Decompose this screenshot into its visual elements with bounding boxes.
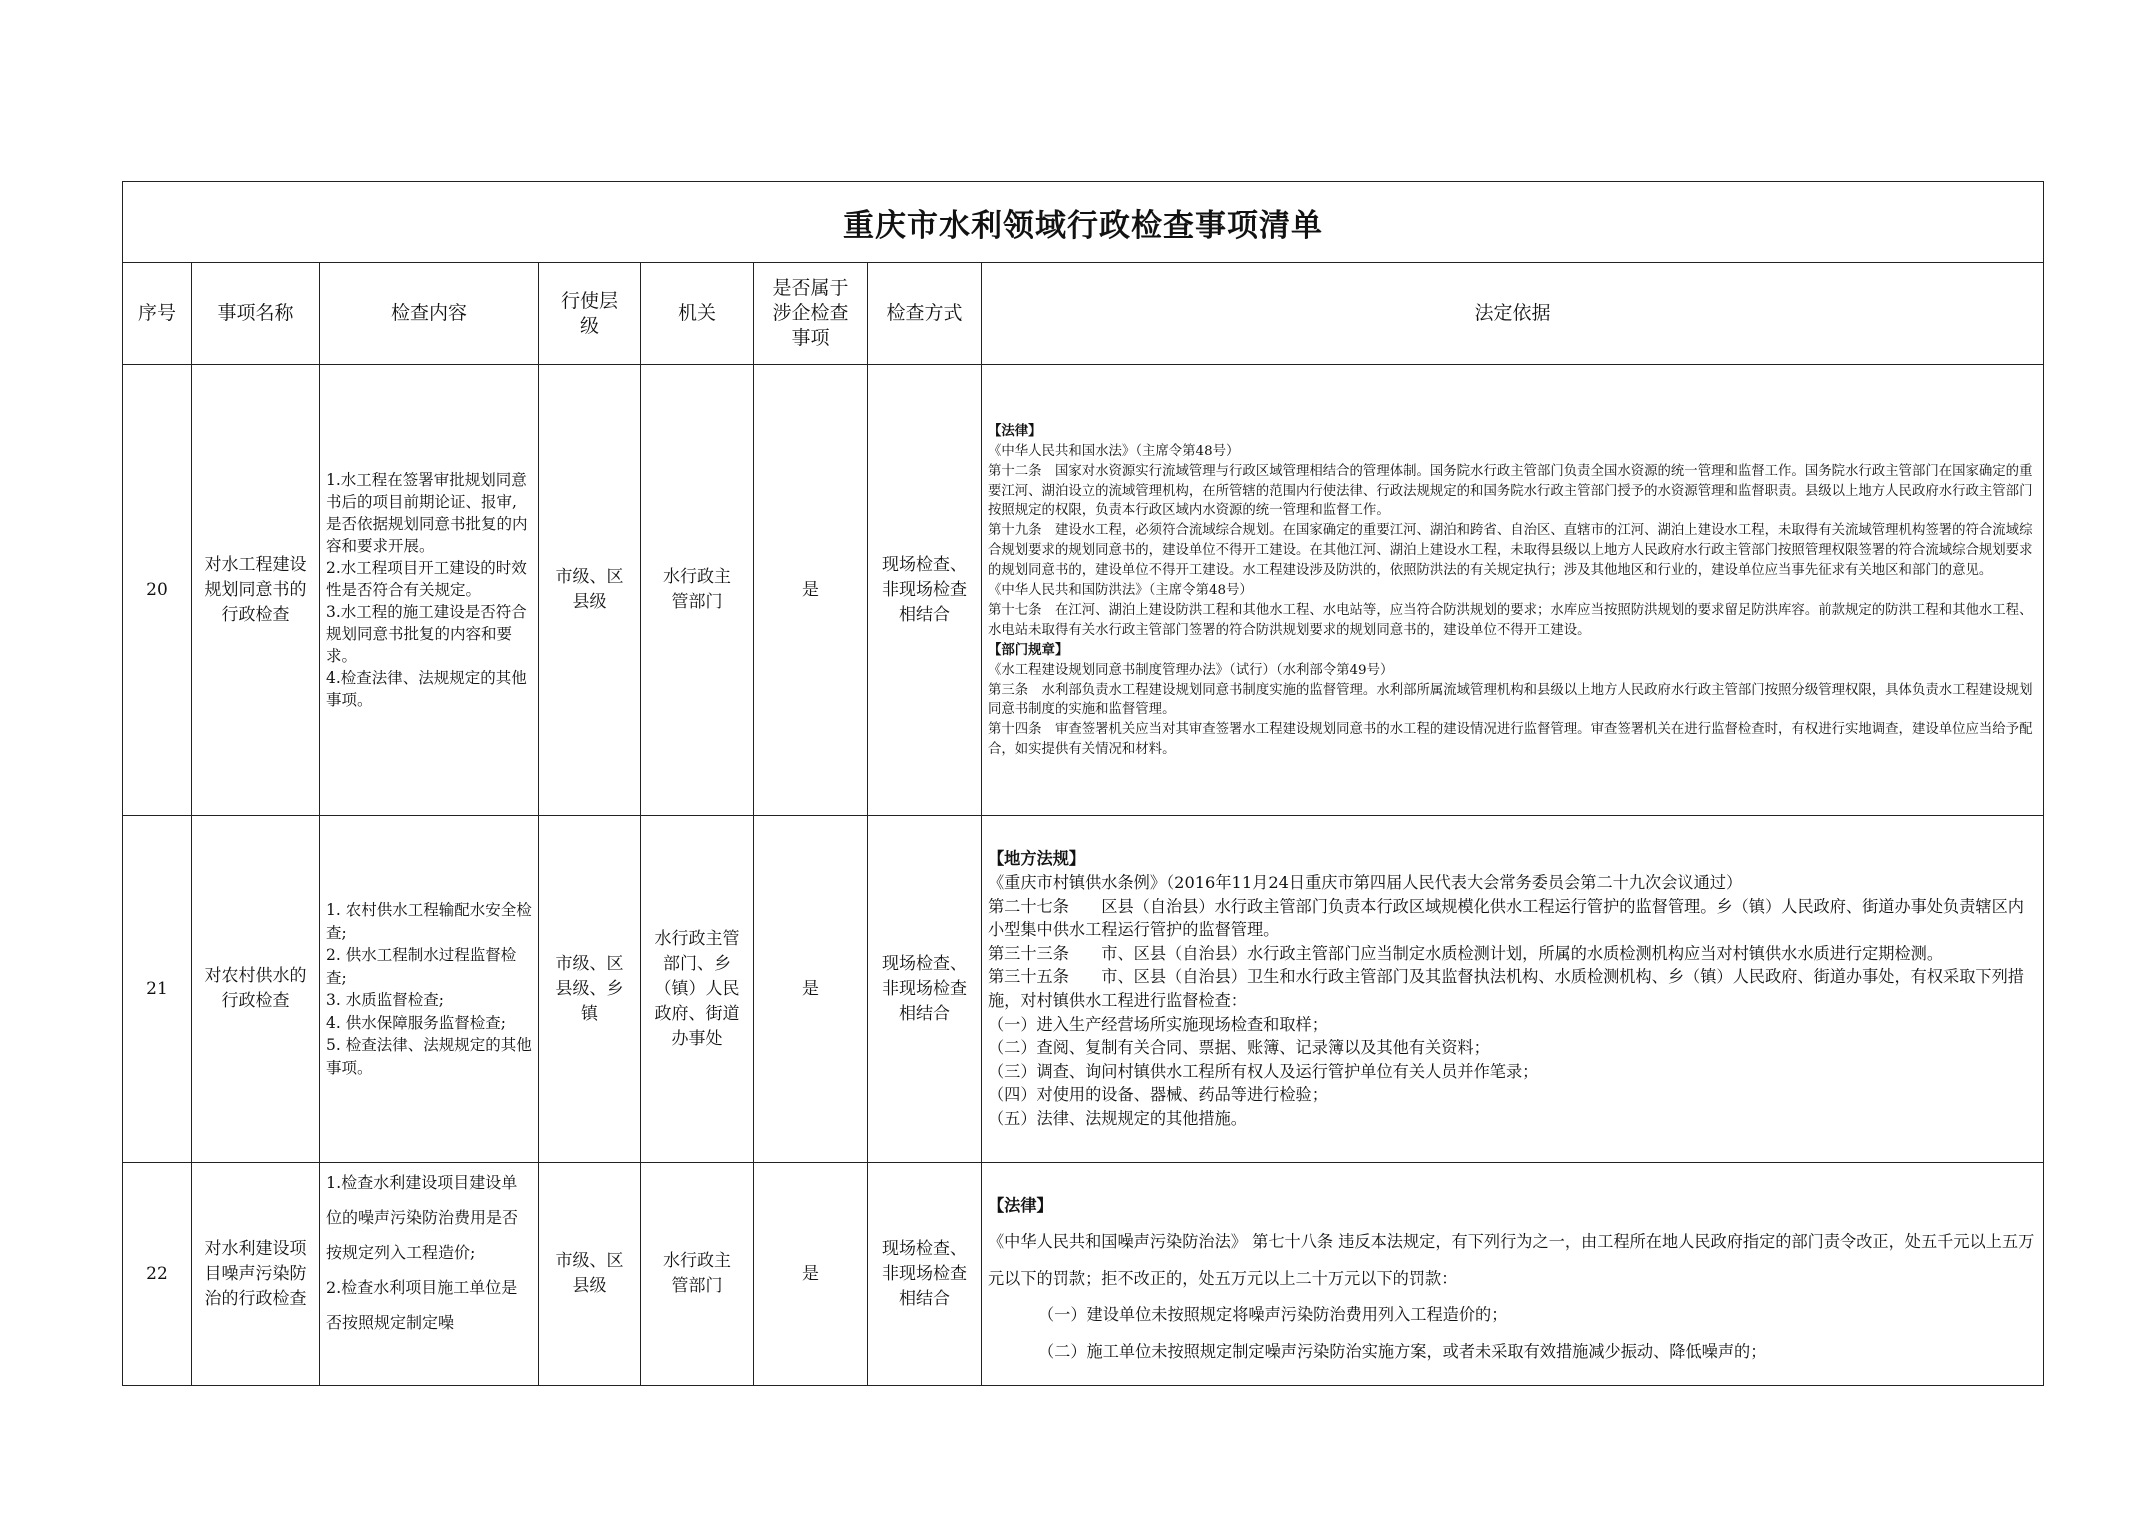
inspection-list-table	[122, 181, 2044, 1386]
content-line: 4. 供水保障服务监督检查;	[326, 1013, 506, 1032]
content-line: 2.水工程项目开工建设的时效性是否符合有关规定。	[326, 559, 527, 599]
basis-line: （一）进入生产经营场所实施现场检查和取样；	[988, 1014, 1328, 1034]
basis-line: 第十九条 建设水工程，必须符合流域综合规划。在国家确定的重要江河、湖泊和跨省、自治区、直辖市的江河、湖泊上建设水工程，未取得有关流域管理机构签署的符合流域综合规划要求的规划同意书的，建设单位不得开工建设。在其他江河、湖泊上建设水工程，未取得县级以上地方人民政府水行政主管部门按照管理权限签署的符合流域综合规划要求的规划同意书的，建设单位不得开工建设。水工程建设涉及防洪的，依照防洪法的有关规定执行；涉及其他地区和行业的，建设单位应当事先征求有关地区和部门的意见。	[988, 523, 2033, 579]
basis-line: 《中华人民共和国噪声污染防治法》 第七十八条 违反本法规定，有下列行为之一，由工程所在地人民政府指定的部门责令改正，处五千元以上五万元以下的罚款；拒不改正的，处五万元以上二十万元以下的罚款：	[988, 1232, 2035, 1288]
row-check-content	[320, 1163, 539, 1386]
basis-line: 第十七条 在江河、湖泊上建设防洪工程和其他水工程、水电站等，应当符合防洪规划的要求；水库应当按照防洪规划的要求留足防洪库容。前款规定的防洪工程和其他水工程、水电站未取得有关水行政主管部门签署的符合防洪规划要求的规划同意书的，建设单位不得开工建设。	[988, 602, 2033, 638]
header-seq: 序号	[123, 263, 192, 365]
content-line: 1.检查水利建设项目建设单位的噪声污染防治费用是否按规定列入工程造价;	[326, 1173, 519, 1262]
basis-line: （二）查阅、复制有关合同、票据、账簿、记录簿以及其他有关资料；	[988, 1038, 1490, 1058]
basis-line: 《中华人民共和国水法》（主席令第48号）	[988, 443, 1240, 459]
content-line: 1.水工程在签署审批规划同意书后的项目前期论证、报审,是否依据规划同意书批复的内容和要求开展。	[326, 471, 528, 555]
row-method: 现场检查、非现场检查相结合	[868, 1163, 982, 1386]
content-line: 2. 供水工程制水过程监督检查;	[326, 946, 517, 987]
row-seq: 22	[123, 1163, 192, 1386]
header-method: 检查方式	[868, 263, 982, 365]
header-content: 检查内容	[320, 263, 539, 365]
basis-line: （四）对使用的设备、器械、药品等进行检验；	[988, 1085, 1328, 1105]
row-enterprise: 是	[754, 1163, 868, 1386]
row-enterprise: 是	[754, 365, 868, 816]
basis-line: （三）调查、询问村镇供水工程所有权人及运行管护单位有关人员并作笔录；	[988, 1061, 1539, 1081]
basis-line: 【地方法规】	[988, 849, 1086, 869]
document-title: 重庆市水利领域行政检查事项清单	[123, 182, 2044, 263]
basis-line: （五）法律、法规规定的其他措施。	[988, 1108, 1247, 1128]
table-row	[123, 816, 2044, 1163]
row-agency: 水行政主管部门	[641, 365, 754, 816]
row-level: 市级、区县级	[539, 365, 641, 816]
row-legal-basis	[982, 1163, 2044, 1386]
table-row	[123, 365, 2044, 816]
row-seq: 20	[123, 365, 192, 816]
title-row	[123, 182, 2044, 263]
basis-line: 第三十五条 市、区县（自治县）卫生和水行政主管部门及其监督执法机构、水质检测机构、乡（镇）人民政府、街道办事处，有权采取下列措施，对村镇供水工程进行监督检查：	[988, 967, 2024, 1010]
basis-line: 【法律】	[988, 1195, 1053, 1215]
row-check-content	[320, 816, 539, 1163]
content-line: 3. 水质监督检查;	[326, 991, 444, 1009]
content-line: 2.检查水利项目施工单位是否按照规定制定噪	[326, 1278, 518, 1332]
row-method: 现场检查、非现场检查相结合	[868, 816, 982, 1163]
row-method: 现场检查、非现场检查相结合	[868, 365, 982, 816]
row-item-name: 对农村供水的行政检查	[192, 816, 320, 1163]
row-level: 市级、区县级、乡镇	[539, 816, 641, 1163]
basis-line: （二）施工单位未按照规定制定噪声污染防治实施方案，或者未采取有效措施减少振动、降低噪声的；	[1038, 1341, 1767, 1361]
header-agency: 机关	[641, 263, 754, 365]
row-item-name: 对水利建设项目噪声污染防治的行政检查	[192, 1163, 320, 1386]
header-basis: 法定依据	[982, 263, 2044, 365]
header-row	[123, 263, 2044, 365]
basis-line: 【部门规章】	[988, 641, 1069, 658]
header-enterprise: 是否属于涉企检查事项	[754, 263, 868, 365]
header-name: 事项名称	[192, 263, 320, 365]
row-enterprise: 是	[754, 816, 868, 1163]
table-row	[123, 1163, 2044, 1386]
basis-line: 《水工程建设规划同意书制度管理办法》（试行）（水利部令第49号）	[988, 662, 1394, 678]
row-agency: 水行政主管部门、乡（镇）人民政府、街道办事处	[641, 816, 754, 1163]
content-line: 1. 农村供水工程输配水安全检查;	[326, 901, 532, 942]
basis-line: 《重庆市村镇供水条例》（2016年11月24日重庆市第四届人民代表大会常务委员会第二十九次会议通过）	[988, 873, 1743, 893]
content-line: 4.检查法律、法规规定的其他事项。	[326, 669, 527, 709]
basis-line: 【法律】	[988, 422, 1042, 439]
row-legal-basis	[982, 365, 2044, 816]
basis-line: 第十四条 审查签署机关应当对其审查签署水工程建设规划同意书的水工程的建设情况进行监督管理。审查签署机关在进行监督检查时，有权进行实地调查，建设单位应当给予配合，如实提供有关情况和材料。	[988, 722, 2033, 758]
row-item-name: 对水工程建设规划同意书的行政检查	[192, 365, 320, 816]
basis-line: 第二十七条 区县（自治县）水行政主管部门负责本行政区域规模化供水工程运行管护的监督管理。乡（镇）人民政府、街道办事处负责辖区内小型集中供水工程运行管护的监督管理。	[988, 896, 2024, 940]
basis-line: 第十二条 国家对水资源实行流域管理与行政区域管理相结合的管理体制。国务院水行政主管部门负责全国水资源的统一管理和监督工作。国务院水行政主管部门在国家确定的重要江河、湖泊设立的流域管理机构，在所管辖的范围内行使法律、行政法规规定的和国务院水行政主管部门授予的水资源管理和监督职责。县级以上地方人民政府水行政主管部门按照规定的权限，负责本行政区域内水资源的统一管理和监督工作。	[988, 463, 2033, 519]
basis-line: 《中华人民共和国防洪法》（主席令第48号）	[988, 583, 1253, 599]
content-line: 3.水工程的施工建设是否符合规划同意书批复的内容和要求。	[326, 603, 527, 665]
row-legal-basis	[982, 816, 2044, 1163]
row-level: 市级、区县级	[539, 1163, 641, 1386]
basis-line: （一）建设单位未按照规定将噪声污染防治费用列入工程造价的；	[1038, 1305, 1508, 1325]
content-line: 5. 检查法律、法规规定的其他事项。	[326, 1036, 532, 1077]
row-agency: 水行政主管部门	[641, 1163, 754, 1386]
basis-line: 第三十三条 市、区县（自治县）水行政主管部门应当制定水质检测计划，所属的水质检测机构应当对村镇供水水质进行定期检测。	[988, 943, 1944, 963]
row-seq: 21	[123, 816, 192, 1163]
row-check-content	[320, 365, 539, 816]
header-level: 行使层级	[539, 263, 641, 365]
basis-line: 第三条 水利部负责水工程建设规划同意书制度实施的监督管理。水利部所属流域管理机构和县级以上地方人民政府水行政主管部门按照分级管理权限，具体负责水工程建设规划同意书制度的实施和监督管理。	[988, 682, 2033, 718]
